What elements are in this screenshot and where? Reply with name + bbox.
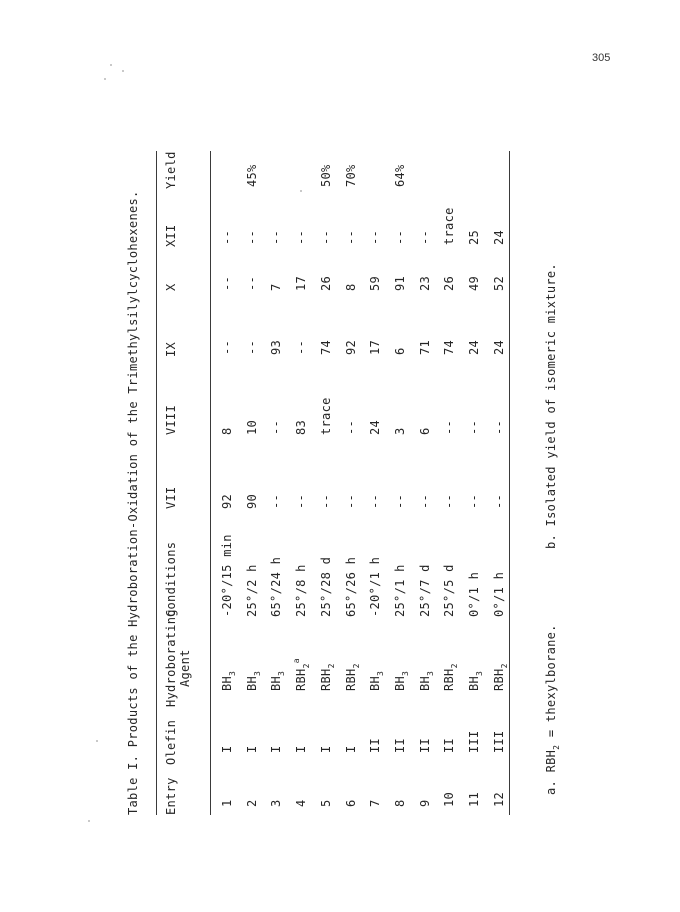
cell-x: 49	[467, 275, 481, 291]
cell-viii: 83	[294, 419, 309, 435]
cell-viii: 3	[392, 427, 407, 435]
cell-entry: 2	[244, 799, 259, 807]
table-row	[491, 151, 515, 815]
agent-formula: BH	[467, 675, 481, 691]
agent-subscript: 2	[450, 663, 460, 669]
cell-olefin: II	[417, 737, 432, 753]
table-row	[343, 151, 367, 815]
cell-olefin: II	[442, 737, 457, 753]
cell-vii: --	[467, 493, 481, 509]
cell-viii: --	[491, 419, 506, 435]
table-row	[268, 151, 292, 815]
header-ix: IX	[164, 341, 178, 357]
agent-subscript: 3	[400, 670, 410, 676]
cell-vii: --	[392, 493, 407, 509]
cell-conditions: 25°/1 h	[392, 564, 407, 617]
cell-x: --	[244, 275, 259, 291]
footnote-a	[544, 624, 561, 795]
table-row	[466, 151, 490, 815]
agent-formula: RBH	[318, 668, 333, 691]
cell-xii: trace	[442, 207, 457, 245]
cell-vii: --	[343, 493, 358, 509]
agent-subscript: 3	[376, 670, 386, 676]
cell-viii: 6	[417, 427, 432, 435]
cell-xii: --	[343, 229, 358, 245]
agent-formula: RBH	[294, 668, 309, 691]
cell-olefin: III	[491, 730, 506, 753]
cell-ix: 24	[491, 339, 506, 355]
footnote-a-label: a.	[544, 779, 558, 795]
header-yield: Yield	[164, 151, 178, 189]
cell-entry: 3	[269, 799, 284, 807]
cell-vii: 90	[244, 493, 259, 509]
agent-subscript: 3	[228, 670, 237, 676]
cell-vii: 92	[220, 493, 234, 509]
cell-conditions: 25°/5 d	[442, 564, 457, 617]
cell-viii: --	[467, 419, 481, 435]
cell-olefin: I	[318, 745, 333, 753]
header-agent-line1: Hydroborating	[164, 609, 178, 707]
cell-viii: --	[343, 419, 358, 435]
cell-x: 23	[417, 275, 432, 291]
cell-olefin: I	[244, 745, 259, 753]
cell-ix: 74	[442, 339, 457, 355]
table-row	[417, 151, 441, 815]
cell-entry: 5	[318, 799, 333, 807]
cell-viii: 8	[220, 427, 234, 435]
cell-x: --	[220, 275, 234, 291]
header-viii: VIII	[164, 404, 178, 435]
scan-speck	[110, 64, 112, 66]
cell-vii: --	[318, 493, 333, 509]
cell-xii: --	[244, 229, 259, 245]
cell-xii: --	[294, 229, 309, 245]
cell-agent	[466, 671, 482, 691]
agent-subscript: 3	[425, 670, 435, 676]
table-row	[219, 151, 243, 815]
cell-conditions: 0°/1 h	[491, 571, 506, 617]
cell-ix: 6	[392, 347, 407, 355]
cell-ix: 24	[467, 339, 481, 355]
cell-entry: 7	[368, 799, 383, 807]
agent-formula: RBH	[442, 668, 457, 691]
cell-olefin: I	[343, 745, 358, 753]
agent-subscript: 2	[499, 663, 509, 669]
cell-x: 17	[294, 275, 309, 291]
cell-entry: 1	[220, 799, 234, 807]
agent-formula: BH	[368, 675, 383, 691]
footnote-b-label: b.	[544, 533, 558, 549]
cell-agent	[219, 671, 235, 691]
scan-speck	[104, 78, 106, 80]
header-entry: Entry	[164, 777, 178, 815]
agent-formula: BH	[220, 675, 234, 691]
cell-conditions: 25°/8 h	[294, 564, 309, 617]
cell-yield: 45%	[244, 164, 259, 187]
cell-x: 91	[392, 275, 407, 291]
cell-agent	[392, 671, 408, 691]
cell-conditions: 0°/1 h	[467, 571, 481, 617]
cell-ix: 17	[368, 339, 383, 355]
cell-entry: 9	[417, 799, 432, 807]
agent-footnote-marker: a	[292, 658, 302, 664]
cell-viii: --	[442, 419, 457, 435]
cell-conditions: -20°/15 min	[220, 534, 234, 617]
header-olefin: Olefin	[164, 719, 178, 765]
cell-ix: --	[220, 339, 234, 355]
scan-speck	[88, 820, 90, 822]
rotated-table-sheet	[116, 125, 574, 815]
scan-speck	[122, 70, 124, 72]
footnote-a-subscript: 2	[552, 744, 561, 750]
table-row	[441, 151, 465, 815]
cell-agent	[441, 663, 460, 691]
table-row	[293, 151, 317, 815]
agent-formula: BH	[392, 675, 407, 691]
table-header-rule	[210, 151, 211, 815]
cell-x: 7	[269, 283, 284, 291]
cell-ix: 92	[343, 339, 358, 355]
cell-conditions: 65°/24 h	[269, 556, 284, 617]
cell-x: 26	[318, 275, 333, 291]
cell-vii: --	[491, 493, 506, 509]
cell-xii: --	[220, 229, 234, 245]
table-row	[392, 151, 416, 815]
cell-olefin: II	[368, 737, 383, 753]
cell-vii: --	[417, 493, 432, 509]
cell-agent	[417, 671, 433, 691]
header-vii: VII	[164, 486, 178, 509]
cell-xii: --	[269, 229, 284, 245]
cell-xii: --	[368, 229, 383, 245]
table-row	[318, 151, 342, 815]
footnote-b-text: Isolated yield of isomeric mixture.	[544, 263, 558, 527]
cell-viii: 10	[244, 419, 259, 435]
cell-ix: 74	[318, 339, 333, 355]
cell-xii: --	[392, 229, 407, 245]
cell-entry: 11	[467, 791, 481, 807]
cell-xii: --	[318, 229, 333, 245]
cell-yield: 50%	[318, 164, 333, 187]
agent-formula: BH	[269, 675, 284, 691]
footnote-b	[544, 263, 558, 549]
cell-agent	[268, 670, 287, 691]
cell-x: 26	[442, 275, 457, 291]
table-row	[244, 151, 268, 815]
cell-entry: 10	[442, 791, 457, 807]
cell-viii: 24	[368, 419, 383, 435]
agent-formula: BH	[417, 675, 432, 691]
header-agent-line2: Agent	[178, 649, 192, 687]
cell-vii: --	[442, 493, 457, 509]
cell-olefin: II	[392, 737, 407, 753]
header-hydroborating-agent	[164, 609, 192, 707]
table-bottom-rule	[509, 151, 510, 815]
agent-subscript: 3	[252, 670, 262, 676]
scan-speck	[96, 740, 98, 742]
cell-agent	[367, 670, 386, 691]
cell-vii: --	[269, 493, 284, 509]
cell-agent	[244, 671, 260, 691]
agent-subscript: 2	[302, 663, 312, 669]
header-x: X	[164, 283, 178, 291]
cell-ix: 71	[417, 339, 432, 355]
header-xii: XII	[164, 224, 178, 247]
cell-vii: --	[368, 493, 383, 509]
cell-ix: 93	[269, 339, 284, 355]
cell-agent	[343, 663, 359, 691]
table-row	[367, 151, 391, 815]
cell-x: 59	[368, 275, 383, 291]
cell-conditions: -20°/1 h	[368, 556, 383, 617]
cell-vii: --	[294, 493, 309, 509]
cell-entry: 8	[392, 799, 407, 807]
cell-agent	[491, 663, 507, 691]
agent-subscript: 3	[475, 670, 484, 676]
cell-x: 8	[343, 283, 358, 291]
page-number: 305	[592, 52, 611, 64]
cell-agent	[318, 663, 334, 691]
cell-conditions: 25°/2 h	[244, 564, 259, 617]
agent-formula: RBH	[491, 668, 506, 691]
cell-agent	[292, 658, 312, 691]
cell-ix: --	[244, 339, 259, 355]
cell-olefin: I	[294, 745, 309, 753]
table-title: Table I. Products of the Hydroboration-Oxidation of the Trimethylsilylcyclohexenes.	[126, 190, 140, 815]
cell-viii: trace	[318, 397, 333, 435]
header-conditions: Conditions	[164, 541, 178, 617]
cell-yield: 64%	[392, 164, 407, 187]
cell-xii: 25	[467, 229, 481, 245]
cell-x: 52	[491, 275, 506, 291]
cell-ix: --	[294, 339, 309, 355]
agent-formula: RBH	[343, 668, 358, 691]
cell-viii: --	[269, 419, 284, 435]
agent-subscript: 2	[326, 663, 336, 669]
cell-olefin: I	[269, 745, 284, 753]
cell-olefin: III	[467, 730, 481, 753]
table-top-rule	[156, 151, 157, 815]
cell-conditions: 65°/26 h	[343, 556, 358, 617]
agent-formula: BH	[244, 675, 259, 691]
cell-entry: 4	[294, 799, 309, 807]
cell-yield: 70%	[343, 164, 358, 187]
cell-olefin: I	[220, 745, 234, 753]
cell-xii: --	[417, 229, 432, 245]
cell-conditions: 25°/7 d	[417, 564, 432, 617]
footnote-a-text: = thexylborane.	[544, 624, 558, 745]
agent-subscript: 2	[351, 663, 361, 669]
cell-conditions: 25°/28 d	[318, 556, 333, 617]
agent-subscript: 3	[277, 670, 287, 676]
footnote-a-formula: RBH	[544, 749, 558, 773]
cell-entry: 12	[491, 791, 506, 807]
cell-entry: 6	[343, 799, 358, 807]
cell-xii: 24	[491, 229, 506, 245]
